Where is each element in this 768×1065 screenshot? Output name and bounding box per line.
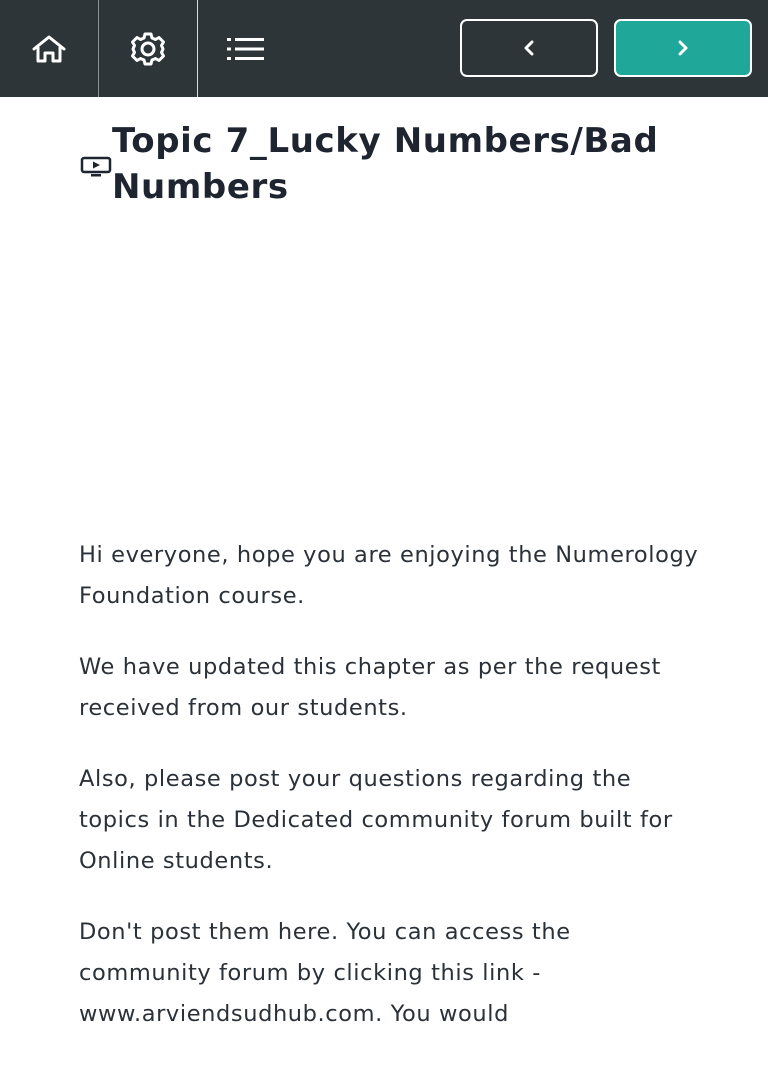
list-icon <box>226 36 266 62</box>
lesson-body <box>79 535 699 1065</box>
settings-button[interactable] <box>99 0 196 97</box>
chevron-left-icon <box>522 40 536 56</box>
lesson-paragraph: Don't post them here. You can access the community forum by clicking this link - www.arviendsudhub.com. You would <box>79 919 571 1027</box>
lesson-paragraph: We have updated this chapter as per the request received from our students. <box>79 654 661 721</box>
home-button[interactable] <box>0 0 98 97</box>
lesson-header <box>78 118 698 210</box>
video-icon <box>80 156 112 178</box>
top-toolbar <box>0 0 768 97</box>
lesson-paragraph: Also, please post your questions regarding the topics in the Dedicated community forum built for Online students. <box>79 766 673 874</box>
lesson-paragraph: Hi everyone, hope you are enjoying the Numerology Foundation course. <box>79 542 699 609</box>
home-icon <box>30 34 68 64</box>
chevron-right-icon <box>676 40 690 56</box>
lesson-title: Topic 7_Lucky Numbers/Bad Numbers <box>112 121 659 207</box>
gear-icon <box>128 29 168 69</box>
next-button[interactable] <box>614 19 752 77</box>
menu-button[interactable] <box>198 0 293 97</box>
previous-button[interactable] <box>460 19 598 77</box>
